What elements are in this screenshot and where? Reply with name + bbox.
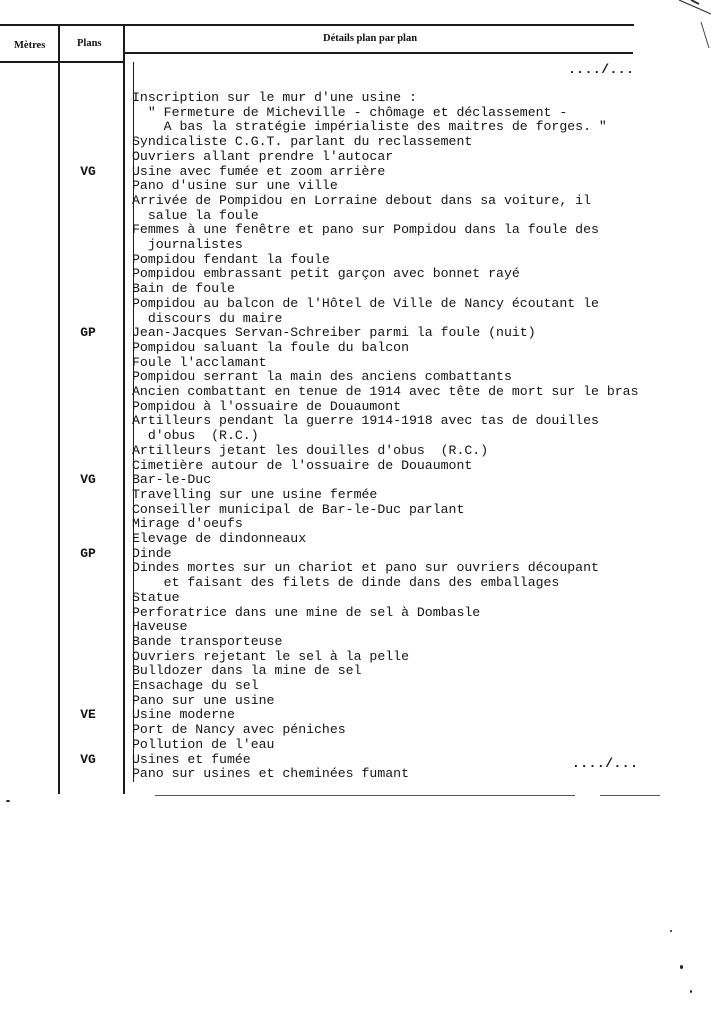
shot-plan-code: GP <box>80 546 96 561</box>
shot-description: Usine avec fumée et zoom arrière <box>132 164 386 179</box>
shot-description: Jean-Jacques Servan-Schreiber parmi la foule (nuit) <box>132 325 536 340</box>
shot-description: Dindes mortes sur un chariot et pano sur ouvriers découpant <box>132 560 599 575</box>
shot-description: Haveuse <box>132 619 188 634</box>
header-bottom-rule-details <box>123 52 633 54</box>
shot-description: Inscription sur le mur d'une usine : <box>132 90 417 105</box>
shot-description: salue la foule <box>132 208 259 223</box>
shot-description: Ensachage du sel <box>132 678 259 693</box>
shot-description: Elevage de dindonneaux <box>132 531 307 546</box>
continuation-bottom: ..../... <box>572 756 639 771</box>
shot-description: Usine moderne <box>132 707 235 722</box>
shot-description: Bain de foule <box>132 281 235 296</box>
page-corner-mark <box>591 0 711 60</box>
shot-description: et faisant des filets de dinde dans des emballages <box>132 575 560 590</box>
speck <box>690 990 692 993</box>
shot-description: Arrivée de Pompidou en Lorraine debout dans sa voiture, il <box>132 193 591 208</box>
continuation-top: ..../... <box>568 62 635 77</box>
shot-description: journalistes <box>132 237 243 252</box>
shot-description: Pano sur une usine <box>132 693 275 708</box>
shot-description: discours du maire <box>132 311 283 326</box>
shot-description: " Fermeture de Micheville - chômage et déclassement - <box>132 105 568 120</box>
header-details: Détails plan par plan <box>323 33 418 44</box>
shot-plan-code: VG <box>80 752 96 767</box>
shot-description: Syndicaliste C.G.T. parlant du reclassement <box>132 134 473 149</box>
bottom-rule-right <box>600 795 660 796</box>
shot-description: Mirage d'oeufs <box>132 516 243 531</box>
shot-description: Foule l'acclamant <box>132 355 267 370</box>
header-bottom-rule <box>0 61 58 63</box>
column-divider-metres <box>58 24 60 794</box>
header-bottom-rule-plans <box>58 61 123 63</box>
shot-plan-code: GP <box>80 325 96 340</box>
shot-description: Femmes à une fenêtre et pano sur Pompidou dans la foule des <box>132 222 599 237</box>
shot-description: Pompidou serrant la main des anciens combattants <box>132 369 512 384</box>
shot-plan-code: VG <box>80 472 96 487</box>
shot-description: Port de Nancy avec péniches <box>132 722 346 737</box>
shot-description: Pompidou au balcon de l'Hôtel de Ville de Nancy écoutant le <box>132 296 599 311</box>
shot-description: Bulldozer dans la mine de sel <box>132 663 362 678</box>
header-plans: Plans <box>77 38 102 49</box>
shot-description: A bas la stratégie impérialiste des maitres de forges. " <box>132 119 607 134</box>
shot-description: Artilleurs pendant la guerre 1914-1918 avec tas de douilles <box>132 413 599 428</box>
shot-description: Cimetière autour de l'ossuaire de Douaumont <box>132 458 473 473</box>
shot-description: Pompidou à l'ossuaire de Douaumont <box>132 399 402 414</box>
shot-plan-code: VG <box>80 164 96 179</box>
shot-description: Artilleurs jetant les douilles d'obus (R.C.) <box>132 443 489 458</box>
speck <box>6 800 10 802</box>
shot-description: Pompidou saluant la foule du balcon <box>132 340 409 355</box>
shot-description: Usines et fumée <box>132 752 251 767</box>
shot-description: Ouvriers rejetant le sel à la pelle <box>132 649 409 664</box>
header-metres: Mètres <box>14 40 46 51</box>
bottom-rule <box>155 795 575 796</box>
shot-description: d'obus (R.C.) <box>132 428 259 443</box>
column-divider-plans <box>123 24 125 794</box>
shot-plan-code: VE <box>80 707 96 722</box>
shot-description: Ancien combattant en tenue de 1914 avec tête de mort sur le bras <box>132 384 639 399</box>
shot-description: Ouvriers allant prendre l'autocar <box>132 149 394 164</box>
shot-description: Pollution de l'eau <box>132 737 275 752</box>
shot-description: Pompidou embrassant petit garçon avec bonnet rayé <box>132 266 520 281</box>
header-top-rule <box>0 24 634 26</box>
shot-description: Perforatrice dans une mine de sel à Dombasle <box>132 605 481 620</box>
shot-description: Bar-le-Duc <box>132 472 212 487</box>
speck <box>670 930 672 932</box>
shot-description: Travelling sur une usine fermée <box>132 487 378 502</box>
shot-description: Pano sur usines et cheminées fumant <box>132 766 409 781</box>
shot-description: Statue <box>132 590 180 605</box>
shot-description: Conseiller municipal de Bar-le-Duc parlant <box>132 502 465 517</box>
speck <box>680 965 683 969</box>
shot-description: Dinde <box>132 546 172 561</box>
shot-description: Pano d'usine sur une ville <box>132 178 338 193</box>
shot-description: Bande transporteuse <box>132 634 283 649</box>
shot-description: Pompidou fendant la foule <box>132 252 330 267</box>
